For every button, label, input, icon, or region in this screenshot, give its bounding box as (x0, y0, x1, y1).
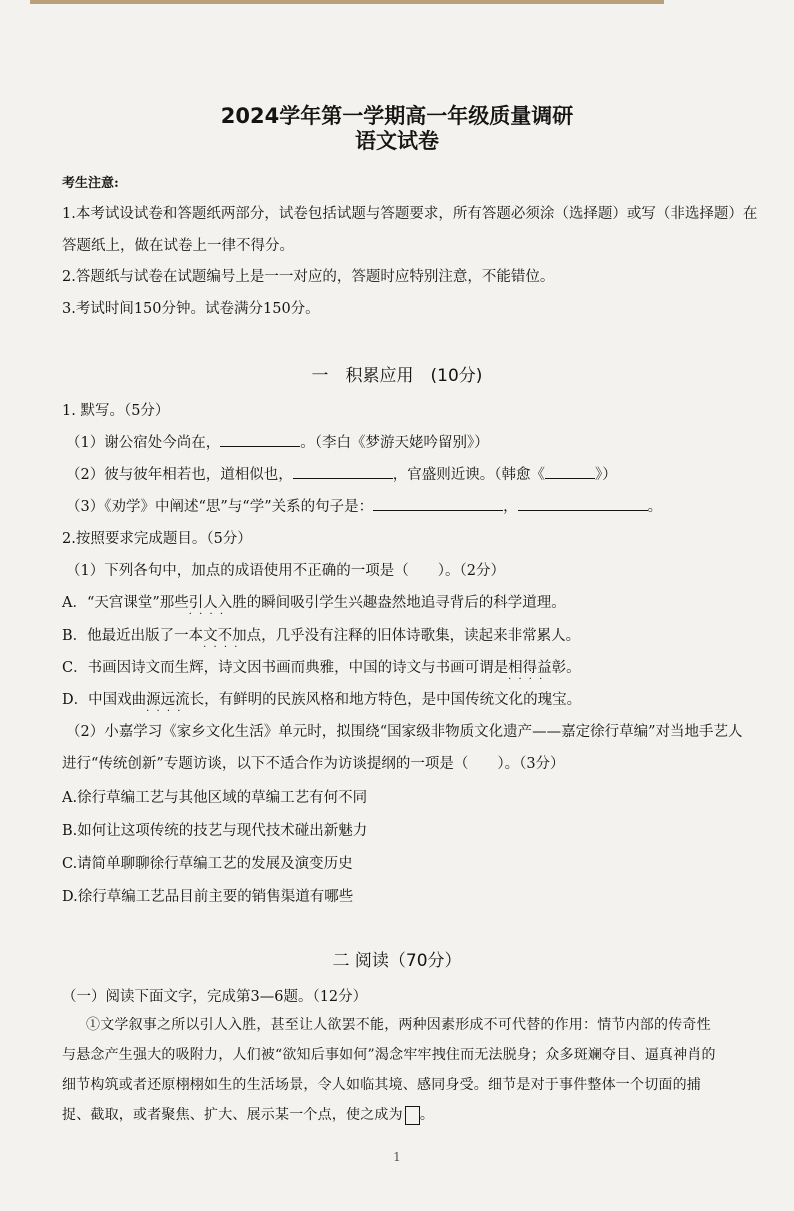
q2-choice-A: A.徐行草编工艺与其他区域的草编工艺有何不同 (62, 790, 368, 806)
notice-item-2: 2.答题纸与试卷在试题编号上是一一对应的，答题时应特别注意，不能错位。 (62, 269, 555, 285)
q2-sub2-a: （2）小嘉学习《家乡文化生活》单元时，拟围绕“国家级非物质文化遗产——嘉定徐行草编”对当地手艺人 (66, 724, 743, 740)
q1-line-3 (66, 495, 662, 516)
answer-blank[interactable] (293, 464, 393, 479)
answer-blank[interactable] (545, 464, 595, 479)
q1-line-3-c: 。 (647, 499, 663, 515)
q2-choice-B: B.如何让这项传统的技艺与现代技术碰出新魅力 (62, 823, 368, 839)
option-A-pre: A．“天宫课堂”那些 (62, 595, 189, 611)
option-C-idiom: 相得益彰 · · · · (508, 660, 566, 676)
q2-sub2-b: 进行“传统创新”专题访谈，以下不适合作为访谈提纲的一项是（ ）。（3分） (62, 756, 565, 772)
q1-line-1-b: 。（李白《梦游天姥吟留别》） (300, 435, 489, 451)
q1-line-3-b: ， (503, 499, 518, 515)
notice-item-1b: 答题纸上，做在试卷上一律不得分。 (62, 238, 294, 254)
q1-line-3-a: （3）《劝学》中阐述“思”与“学”关系的句子是： (66, 499, 374, 515)
q2-heading: 2.按照要求完成题目。（5分） (62, 531, 252, 547)
q1-line-1 (66, 431, 489, 452)
exam-subtitle: 语文试卷 (355, 129, 439, 153)
option-C-pre: C．书画因诗文而生辉，诗文因书画而典雅，中国的诗文与书画可谓是 (62, 660, 509, 676)
page-number: 1 (393, 1150, 401, 1164)
option-B-post: ，几乎没有注释的旧体诗歌集，读起来非常累人。 (261, 628, 581, 644)
notice-item-1a: 1.本考试设试卷和答题纸两部分，试卷包括试题与答题要求，所有答题必须涂（选择题）或写（非选择题）在 (62, 206, 758, 222)
q2-choice-D: D.徐行草编工艺品目前主要的销售渠道有哪些 (62, 889, 354, 905)
q1-line-2-c: 》） (594, 467, 617, 483)
section-2-title: 二 阅读（70分） (332, 951, 462, 971)
option-B-pre: B．他最近出版了一本 (62, 628, 204, 644)
section-1-title: 一 积累应用 (10分) (311, 366, 483, 386)
reading-paragraph-1: ①文学叙事之所以引人入胜，甚至让人欲罢不能，两种因素形成不可代替的作用：情节内部的传奇性与悬念产生强大的吸附力，人们被“欲知后事如何”渴念牢牢拽住而无法脱身；众多斑斓夺目、逼真神肖的细节构筑或者还原栩栩如生的生活场景，令人如临其境、感同身受。细节是对于事件整体一个切面的捕捉、截取，或者聚焦、扩大、展示某一个点，使之成为 。 (62, 1017, 716, 1123)
q2-option-D (62, 688, 581, 709)
q2-option-B (62, 624, 580, 645)
option-C-post: 。 (566, 660, 581, 676)
option-B-idiom: 文不加点 · · · · (203, 628, 261, 644)
q1-line-2-b: ，官盛则近谀。（韩愈《 (392, 467, 545, 483)
option-D-idiom: 源远流长 · · · · (146, 692, 204, 708)
q1-line-2-a: （2）彼与彼年相若也，道相似也， (66, 467, 293, 483)
scan-edge (30, 0, 664, 4)
option-D-post: ，有鲜明的民族风格和地方特色，是中国传统文化的瑰宝。 (204, 692, 582, 708)
answer-blank[interactable] (220, 432, 300, 447)
reading-paragraph-1-text: ①文学叙事之所以引人入胜，甚至让人欲罢不能，两种因素形成不可代替的作用：情节内部的传奇性与悬念产生强大的吸附力，人们被“欲知后事如何”渴念牢牢拽住而无法脱身；众多斑斓夺目、逼真神肖的细节构筑或者还原栩栩如生的生活场景，令人如临其境、感同身受。细节是对于事件整体一个切面的捕捉、截取，或者聚焦、扩大、展示某一个点，使之成为 (62, 1017, 716, 1123)
q2-choice-C: C.请简单聊聊徐行草编工艺的发展及演变历史 (62, 856, 353, 872)
exam-title: 2024学年第一学期高一年级质量调研 (220, 104, 574, 128)
option-D-pre: D．中国戏曲 (62, 692, 147, 708)
notice-heading: 考生注意: (62, 176, 119, 191)
option-A-idiom: 引人入胜 · · · · (189, 595, 247, 611)
option-A-post: 的瞬间吸引学生兴趣盎然地追寻背后的科学道理。 (246, 595, 566, 611)
q2-option-A (62, 591, 566, 612)
answer-box[interactable] (405, 1106, 420, 1125)
q2-option-C (62, 656, 581, 677)
q1-line-2 (66, 463, 617, 484)
notice-item-3: 3.考试时间150分钟。试卷满分150分。 (62, 301, 320, 317)
answer-blank[interactable] (373, 496, 503, 511)
answer-blank[interactable] (518, 496, 648, 511)
q2-sub1: （1）下列各句中，加点的成语使用不正确的一项是（ ）。（2分） (66, 563, 505, 579)
q1-line-1-a: （1）谢公宿处今尚在， (66, 435, 221, 451)
reading-heading: （一）阅读下面文字，完成第3—6题。（12分） (62, 989, 368, 1005)
q1-heading: 1. 默写。（5分） (62, 403, 170, 419)
